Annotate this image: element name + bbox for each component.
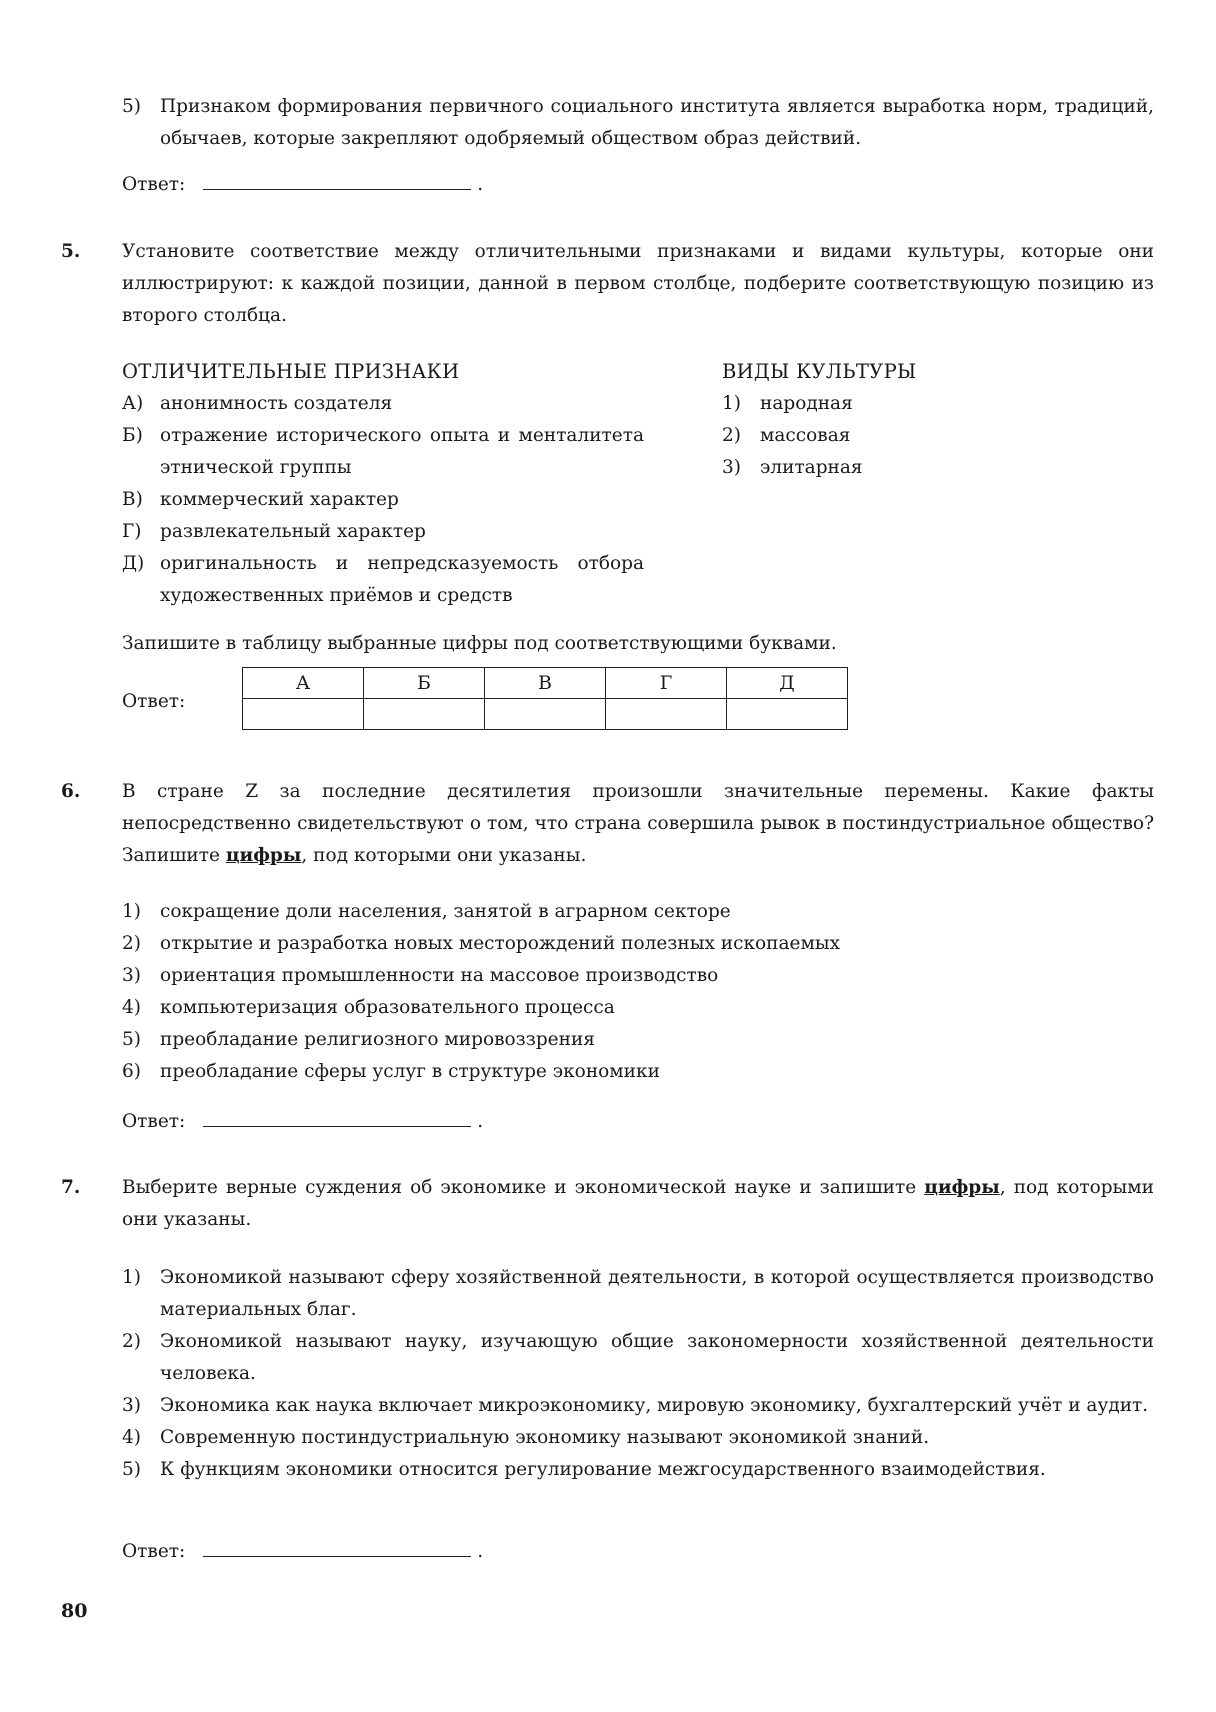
- feature-d: Г) развлекательный характер: [122, 521, 426, 542]
- answer-label: Ответ:: [122, 1111, 186, 1132]
- answer-field[interactable]: [203, 1534, 471, 1557]
- q6-option-2: 2) открытие и разработка новых месторождений полезных ископаемых: [122, 933, 841, 954]
- answer-table-input-row: [243, 699, 848, 730]
- page-number: 80: [61, 1600, 88, 1622]
- question-number-6: 6.: [61, 781, 81, 802]
- q7-option-3: 3) Экономика как наука включает микроэкономику, мировую экономику, бухгалтерский учёт и аудит.: [122, 1395, 1149, 1416]
- feature-c: В) коммерческий характер: [122, 489, 399, 510]
- distinctive-features-list: [122, 388, 644, 612]
- answer-dot: .: [477, 1111, 484, 1132]
- answer-cell-c[interactable]: [485, 699, 606, 730]
- answer-field[interactable]: [203, 1104, 471, 1127]
- q7-option-1: 1) Экономикой называют сферу хозяйственной деятельности, в которой осуществляется производство материальных благ.: [122, 1267, 1154, 1320]
- answer-cell-a[interactable]: [243, 699, 364, 730]
- answer-label: Ответ:: [122, 1541, 186, 1562]
- table-header-a: А: [243, 668, 364, 699]
- feature-b: Б) отражение исторического опыта и менталитета этнической группы: [122, 425, 644, 478]
- culture-types-list: [722, 388, 1022, 484]
- answer-dot: .: [477, 1541, 484, 1562]
- answer-line-q6: [122, 1104, 483, 1138]
- q7-option-4: 4) Современную постиндустриальную экономику называют экономикой знаний.: [122, 1427, 930, 1448]
- answer-field[interactable]: [203, 167, 471, 190]
- table-instruction: Запишите в таблицу выбранные цифры под соответствующими буквами.: [122, 633, 837, 654]
- answer-line-prev: [122, 167, 483, 201]
- q6-option-4: 4) компьютеризация образовательного процесса: [122, 997, 615, 1018]
- prev-question-item-5: [122, 91, 1154, 155]
- table-header-c: В: [485, 668, 606, 699]
- emphasis-digits: цифры: [924, 1177, 1000, 1198]
- culture-type-2: 2) массовая: [722, 425, 851, 446]
- question-7-text: Выберите верные суждения об экономике и экономической науке и запишите цифры, под которыми они указаны.: [122, 1177, 1154, 1230]
- q7-option-2: 2) Экономикой называют науку, изучающую общие закономерности хозяйственной деятельности человека.: [122, 1331, 1154, 1384]
- answer-cell-b[interactable]: [364, 699, 485, 730]
- question-6-text: В стране Z за последние десятилетия произошли значительные перемены. Какие факты непосредственно свидетельствуют о том, что страна совершила рывок в постиндустриальное общество? Запишите цифры, под которыми они указаны.: [122, 781, 1154, 866]
- emphasis-digits: цифры: [225, 845, 302, 866]
- culture-type-1: 1) народная: [722, 393, 853, 414]
- culture-type-3: 3) элитарная: [722, 457, 863, 478]
- answer-dot: .: [477, 174, 484, 195]
- answer-cell-d[interactable]: [606, 699, 727, 730]
- question-5-text: Установите соответствие между отличительными признаками и видами культуры, которые они иллюстрируют: к каждой позиции, данной в первом столбце, подберите соответствующую позицию из второго столбца.: [122, 241, 1154, 326]
- item-text: Признаком формирования первичного социального института является выработка норм, традиций, обычаев, которые закрепляют одобряемый обществом образ действий.: [160, 96, 1154, 149]
- q6-option-1: 1) сокращение доли населения, занятой в аграрном секторе: [122, 901, 731, 922]
- table-header-b: Б: [364, 668, 485, 699]
- question-7-options: [122, 1262, 1154, 1486]
- right-column-header: ВИДЫ КУЛЬТУРЫ: [722, 360, 917, 383]
- q6-option-6: 6) преобладание сферы услуг в структуре экономики: [122, 1061, 660, 1082]
- question-6-options: [122, 896, 1154, 1088]
- feature-e: Д) оригинальность и непредсказуемость отбора художественных приёмов и средств: [122, 553, 644, 606]
- q7-option-5: 5) К функциям экономики относится регулирование межгосударственного взаимодействия.: [122, 1459, 1046, 1480]
- table-header-d: Г: [606, 668, 727, 699]
- left-column-header: ОТЛИЧИТЕЛЬНЫЕ ПРИЗНАКИ: [122, 360, 460, 383]
- item-number: 5): [122, 96, 141, 117]
- question-number-5: 5.: [61, 241, 81, 262]
- answer-table: [242, 667, 848, 730]
- question-number-7: 7.: [61, 1177, 81, 1198]
- answer-label-table: Ответ:: [122, 691, 186, 712]
- answer-cell-e[interactable]: [727, 699, 848, 730]
- feature-a: А) анонимность создателя: [122, 393, 393, 414]
- answer-label: Ответ:: [122, 174, 186, 195]
- answer-line-q7: [122, 1534, 483, 1568]
- answer-table-header-row: [243, 668, 848, 699]
- q6-option-5: 5) преобладание религиозного мировоззрения: [122, 1029, 595, 1050]
- table-header-e: Д: [727, 668, 848, 699]
- q6-option-3: 3) ориентация промышленности на массовое производство: [122, 965, 719, 986]
